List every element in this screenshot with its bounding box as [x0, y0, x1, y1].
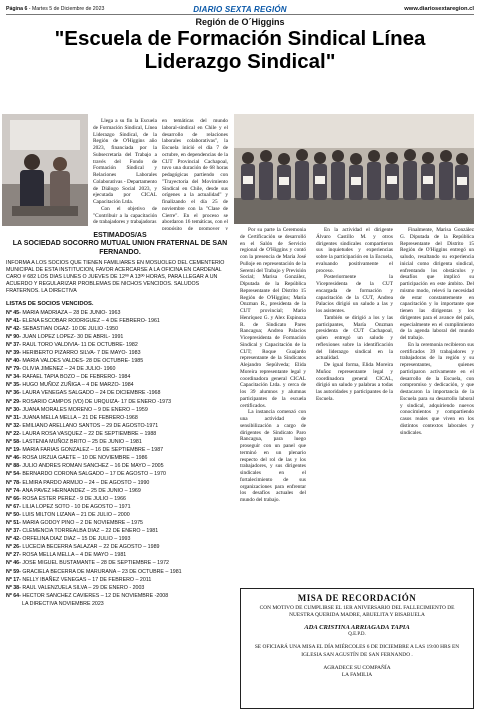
list-item [6, 398, 234, 406]
member-entry: BERNARDO CORONA SALGADO – 17 DE AGOSTO – 1970 [22, 471, 166, 478]
member-entry: ANA PAVEZ HERNANDEZ – 25 DE JUNIO – 1969 [22, 487, 141, 494]
article-column-5 [400, 227, 474, 585]
article-paragraph: Finalmente, Marisa González G. Diputada de la República Representante del Distrito 15 Región de O'Higgins entregó un saludo, resaltando su experiencia inicial como dirigenta sindical, enfrentando los obstáculos y desafíos que implicó su participación en este ámbito. Del mismo modo, relevó la necesidad de estar constantemente en capacitación y lo importante que tienen las dirigentas y los dirigentes para el avance del país, especialmente en el cumplimiento de la agenda laboral del mundo del trabajo. [400, 227, 474, 341]
member-number: Nº 22- [6, 430, 21, 437]
list-item [6, 527, 234, 535]
misa-title: MISA DE RECORDACIÓN [297, 593, 417, 603]
misa-family: LA FAMILIA [341, 672, 373, 679]
expired-members-list [6, 309, 234, 600]
list-item [6, 503, 234, 511]
member-number: Nº 40- [6, 358, 21, 365]
member-number: Nº 54- [6, 471, 21, 478]
section-title: Región de O´Higgins [195, 17, 285, 27]
member-entry: LUCECIA BECERRA SALAZAR – 22 DE AGOSTO – 1989 [22, 544, 160, 551]
list-item [6, 584, 234, 592]
misa-qepd: Q.E.P.D. [348, 632, 366, 638]
mutual-society-notice [6, 232, 234, 710]
article-paragraph: En la ceremonia recibieron sus certificados 39 trabajadores y trabajadoras de la región y su representantes, quienes participaron activamente en el desarrollo de la Escuela, con compromiso y dedicación, y que destacaron la importancia de la Escuela para su desarrollo laboral y sindical, adquiriendo nuevos conocimientos y compartiendo casos reales que viven en los distintos contextos laborales y sindicales. [400, 341, 474, 436]
headline: "Escuela de Formación Sindical Línea Liderazgo Sindical" [54, 27, 426, 73]
member-number: Nº 58- [6, 439, 21, 446]
member-number: Nº 79- [6, 366, 21, 373]
member-number: Nº 41- [6, 317, 21, 324]
member-number: Nº 37- [6, 528, 21, 535]
misa-detail: SE OFICIARÁ UNA MISA EL DÍA MIÉRCOLES 6 DE DICIEMBRE A LAS 19:00 HRS EN IGLESIA SAN AGUSTÍN DE SAN FERNANDO . [254, 644, 460, 658]
notice-body: INFORMA A LOS SOCIOS QUE TIENEN FAMILIARES EN MOSUOLEO DEL CEMENTERIO MUNICIPAL DE ESTA INSTITUCION, FAVOR ACERCARSE A LA OFICINA EN CARDENAL CARO # 682 LOS DIAS LUNES O JUEVES DE 12ºº A 13ºº HORAS, PARA LLEGAR A UN ACUERDO Y REGULARIZAR PROBLEMAS DE NICHOS VENCIDOS. SALUDOS FRATERNOS. LA DIRECTIVA [6, 260, 225, 294]
article-column-1 [93, 118, 157, 230]
member-entry: EMILIANO ARELLANO SANTOS – 29 DE AGOSTO-1971 [22, 422, 159, 429]
list-item [6, 543, 234, 551]
article-paragraph: Llega a su fin la Escuela de Formación Sindical, Línea Liderazgo Sindical, de la Región de O'Higgins año 2023, financiada por la Subsecretaría del Trabajo a través del Fondo de Formación Sindical y Relaciones Laborales Colaborativas - Departamento de Diálogo Social 2023, y ejecutada por CICAL Capacitación Ltda. [93, 118, 157, 205]
member-entry: ORFELINA DIAZ DIAZ – 15 DE JULIO – 1993 [22, 536, 131, 543]
member-number: Nº 29- [6, 398, 21, 405]
member-entry: ROSARIO CAMPOS (VD) DE URQUIZA- 17 DE ENERO -1973 [22, 398, 172, 405]
member-number: Nº 74- [6, 487, 21, 494]
member-number: Nº 46- [6, 560, 21, 567]
member-entry: LILIA LOPEZ SOTO - 10 DE AGOSTO – 1971 [22, 503, 131, 510]
member-entry: LAURA ROSA VASQUEZ – 22 DE SEPTIEMBRE – 1988 [22, 430, 157, 437]
list-item [6, 470, 234, 478]
list-item [6, 389, 234, 397]
member-number: Nº 39- [6, 350, 21, 356]
issue-date: - Martes 5 de Diciembre de 2023 [28, 6, 105, 12]
list-item [6, 519, 234, 527]
list-item [6, 325, 234, 333]
list-item [6, 535, 234, 543]
article-paragraph: en temáticas del mundo laboral-sindical en Chile y el desarrollo de relaciones laborales colaborativas", la Escuela inició el día 7 de octubre, en dependencias de la CUT Provincial Cachapoal, tuvo una duración de 68 horas pedagógicas partiendo con "Trayectoria del Movimiento Sindical en Chile, desde sus orígenes a la actualidad" y finalizando el día 25 de noviembre con la "Clase de Cierre". En el proceso se abordaron 16 temáticas, con el propósito de promover y [162, 118, 228, 230]
memorial-mass-notice [240, 588, 474, 709]
photo-group-certified [234, 114, 474, 224]
list-item [6, 592, 234, 600]
member-number: Nº 37- [6, 341, 21, 348]
list-item [6, 422, 234, 430]
member-entry: JUANA MORALES MORENO – 9 DE ENERO – 1959 [22, 406, 148, 413]
member-entry: LAURA VENEGAS SALGADO – 24 DE DICIEMBRE -1968 [22, 390, 161, 397]
member-entry: ELMIRA PARDO ARMIJO – 24 – DE AGOSTO – 1990 [22, 479, 150, 486]
member-entry: HERIBERTO PIZARRO SILVA- 7 DE MAYO- 1983 [22, 350, 141, 356]
member-number: Nº 42- [6, 325, 21, 332]
misa-thanks [241, 665, 473, 679]
article-paragraph: De igual forma, Elida Moreira Muñoz representante legal y coordinadora general CICAL, dirigió un saludo y palabras a todas las autoridades y participantes de la Escuela. [316, 362, 393, 402]
notice-signature: LA DIRECTIVA NOVIEMBRE 2023 [22, 600, 104, 607]
list-item [6, 479, 234, 487]
member-entry: GRACIELA BECERRA DE MARURANA – 23 DE OCTUBRE – 1981 [22, 568, 182, 575]
list-item [6, 568, 234, 576]
article-paragraph: Por su parte la Ceremonia de Certificación se desarrolló en el Salón de Servicio regional de O'Higgins y contó con la presencia de María José Pulloje en representación de la Seremi del Trabajo y Previsión Social; Marisa González, Diputada de la República Representante del Distrito 15 Región de O'Higgins; María Onzman R., presidenta de la CUT provincial; Mario Henríquez G. y Alex Espinoza R. de Sindicato Pares Rancagua; Andrea Palacios Vicepresidenta de Formación Sindical y Capacitación de la CUT; Roque Guajardo representante de la Sindicatos Alejandro Sepúlveda; Elida Moreira representante legal y coordinadora general CICAL Capacitación Ltda. y cerca de los 39 alumnos y alumnas participantes de la escuela certificados. [240, 227, 306, 409]
member-number: Nº 88- [6, 463, 21, 470]
member-number: Nº 45- [6, 309, 21, 316]
member-entry: ROSA MELLA MELLA – 4 DE MAYO – 1981 [22, 552, 127, 559]
list-item [6, 438, 234, 446]
list-item [6, 454, 234, 462]
member-entry: RAUL VALENZUELA SILVA – 29 DE ENERO - 2003 [22, 584, 145, 591]
member-entry: SEBASTIAN OGAZ- 10 DE JULIO -1950 [22, 325, 119, 332]
article-column-4 [316, 227, 393, 585]
member-entry: LASTENIA MUÑOZ BRITO – 25 DE JUNIO – 1981 [22, 439, 142, 446]
member-entry: RAUL TORO VALDIVIA- 11 DE OCTUBRE- 1982 [22, 341, 138, 348]
list-item [6, 373, 234, 381]
list-item [6, 430, 234, 438]
member-entry: CLEMENCIA TORREALBA DIAZ – 22 DE ENERO – 1981 [22, 528, 159, 535]
list-item [6, 559, 234, 567]
notice-title: ESTIMADOS/AS [93, 232, 147, 239]
member-number: Nº 35- [6, 382, 21, 389]
member-entry: HUGO MUÑOZ ZUÑIGA – 4 DE MARZO- 1984 [22, 382, 134, 389]
member-number: Nº 31- [6, 414, 21, 421]
notice-organization: LA SOCIEDAD SOCORRO MUTUAL UNION FRATERNAL DE SAN FERNANDO. [12, 240, 228, 256]
member-entry: ROSA URZUA GAETE – 10 DE NOVIEMBRE – 1986 [22, 455, 148, 462]
member-entry: JULIO ANDRES ROMAN SANCHEZ – 16 DE MAYO – 2005 [22, 463, 164, 470]
list-item [6, 487, 234, 495]
list-item [6, 381, 234, 389]
masthead: DIARIO SEXTA REGIÓN [193, 4, 287, 14]
member-entry: MARIA GODOY PINO – 2 DE NOVIEMBRE – 1975 [22, 519, 143, 526]
misa-thanks-line: AGRADECE SU COMPAÑÍA [323, 664, 391, 671]
member-number: Nº 90- [6, 333, 21, 340]
member-entry: ELENA ESCOBAR RODRIGUEZ – 4 DE FEBRERO- 1961 [22, 317, 160, 324]
list-item [6, 357, 234, 365]
article-paragraph: En la actividad el dirigente Álvaro Castillo M. y otros dirigentes sindicales compartieron sus inquietudes y experiencias sobre la participación en la Escuela, evaluando positivamente el proceso. [316, 227, 393, 274]
article-column-3 [240, 227, 306, 585]
member-number: Nº 19- [6, 447, 21, 454]
member-entry: JOSE MIGUEL BUSTAMANTE – 28 DE SEPTIEMBRE – 1972 [22, 560, 169, 567]
list-item [6, 349, 234, 357]
article-paragraph: Posteriormente la Vicepresidenta de la CUT encargada de formación y capacitación de la CUT, Andrea Palacios dirigió un saludo a las y los asistentes. [316, 274, 393, 314]
list-item [6, 406, 234, 414]
member-entry: RAFAEL TAPIA BOZO – DE FEBRERO- 1984 [22, 374, 131, 381]
list-item [6, 446, 234, 454]
website-link[interactable]: www.diariosextaregion.cl [404, 6, 474, 12]
member-entry: LUIS MILTON LIZANA – 21 DE JULIO – 2000 [22, 511, 130, 518]
member-number: Nº 30- [6, 406, 21, 413]
article-paragraph: Con el objetivo de "Contribuir a la capacitación de trabajadores y trabajadoras [93, 205, 157, 226]
list-item [6, 511, 234, 519]
member-entry: OLIVIA JIMENEZ – 24 DE JULIO- 1960 [22, 366, 116, 373]
list-item [6, 462, 234, 470]
article-column-2 [162, 118, 228, 230]
list-item [6, 365, 234, 373]
member-entry: MARIA MADRIAZA – 28 DE JUNIO- 1963 [22, 309, 121, 316]
member-number: Nº 78- [6, 479, 21, 486]
member-entry: NELLY IBAÑEZ VENEGAS – 17 DE FEBRERO – 2011 [22, 576, 152, 583]
member-number: Nº 32- [6, 422, 21, 429]
list-item [6, 341, 234, 349]
page-number: Página 6 [6, 6, 28, 12]
member-number: Nº 51- [6, 519, 21, 526]
member-entry: JUANA MELLA MELLA – 21 DE FEBRERO-1968 [22, 414, 138, 421]
member-entry: JUAN LOPEZ LOPEZ- 30 DE ABRIL- 1991 [22, 333, 124, 340]
article-paragraph: La instancia comenzó con una actividad de sensibilización a cargo de dirigentes de Sindicato Paro Rancagua, para luego proseguir con un panel que terminó en un plenario respecto del rol de las y los trabajadores, y sus dirigentes sindicales en el fortalecimiento de sus organizaciones para enfrentar los desafíos actuales del mundo del trabajo. [240, 409, 306, 503]
list-item [6, 414, 234, 422]
list-item [6, 551, 234, 559]
member-number: Nº 17- [6, 576, 21, 583]
member-number: Nº 27- [6, 552, 21, 559]
member-entry: MARIA VALDES VALDES- 28 DE OCTUBRE- 1985 [22, 358, 144, 365]
notice-list-title: LISTAS DE SOCIOS VENCIDOS. [6, 300, 94, 307]
misa-intro: CON MOTIVO DE CUMPLIRSE EL 1ER ANIVERSARIO DEL FALLECIMIENTO DE NUESTRA QUERIDA MADRE, ABUELITA Y BISABUELA [259, 605, 455, 619]
member-entry: ROSA ESTER PEREZ - 9 DE JULIO – 1966 [22, 495, 126, 502]
list-item [6, 495, 234, 503]
list-item [6, 576, 234, 584]
list-item [6, 333, 234, 341]
member-number: Nº 34- [6, 374, 21, 381]
member-number: Nº 66- [6, 495, 21, 502]
list-item [6, 317, 234, 325]
member-number: Nº 46- [6, 455, 21, 462]
member-number: Nº 64- [6, 592, 21, 599]
page-info [6, 6, 156, 12]
member-entry: MARIA FARIAS GONZALEZ – 16 DE SEPTIEMBRE – 1987 [22, 447, 164, 454]
page-header [6, 4, 474, 15]
member-number: Nº 26- [6, 544, 21, 551]
member-number: Nº 38- [6, 584, 21, 591]
member-number: Nº 42- [6, 536, 21, 543]
member-number: Nº 59- [6, 568, 21, 575]
list-item [6, 309, 234, 317]
member-entry: HECTOR SANCHEZ CAVIERES – 12 DE NOVIEMBRE -2008 [22, 592, 169, 599]
member-number: Nº 36- [6, 390, 21, 397]
member-number: Nº 50- [6, 511, 21, 518]
member-number: Nº 67- [6, 503, 21, 510]
article-paragraph: También se dirigió a los y las participantes, María Onzman presidenta de CUT Cachapoal, quien entregó un saludo y reflexiones sobre la identificación del liderazgo sindical en la actualidad. [316, 314, 393, 362]
misa-deceased-name: ADA CRISTINA ARRIAGADA TAPIA [304, 624, 410, 632]
photo-ceremony-speaker [2, 114, 88, 226]
